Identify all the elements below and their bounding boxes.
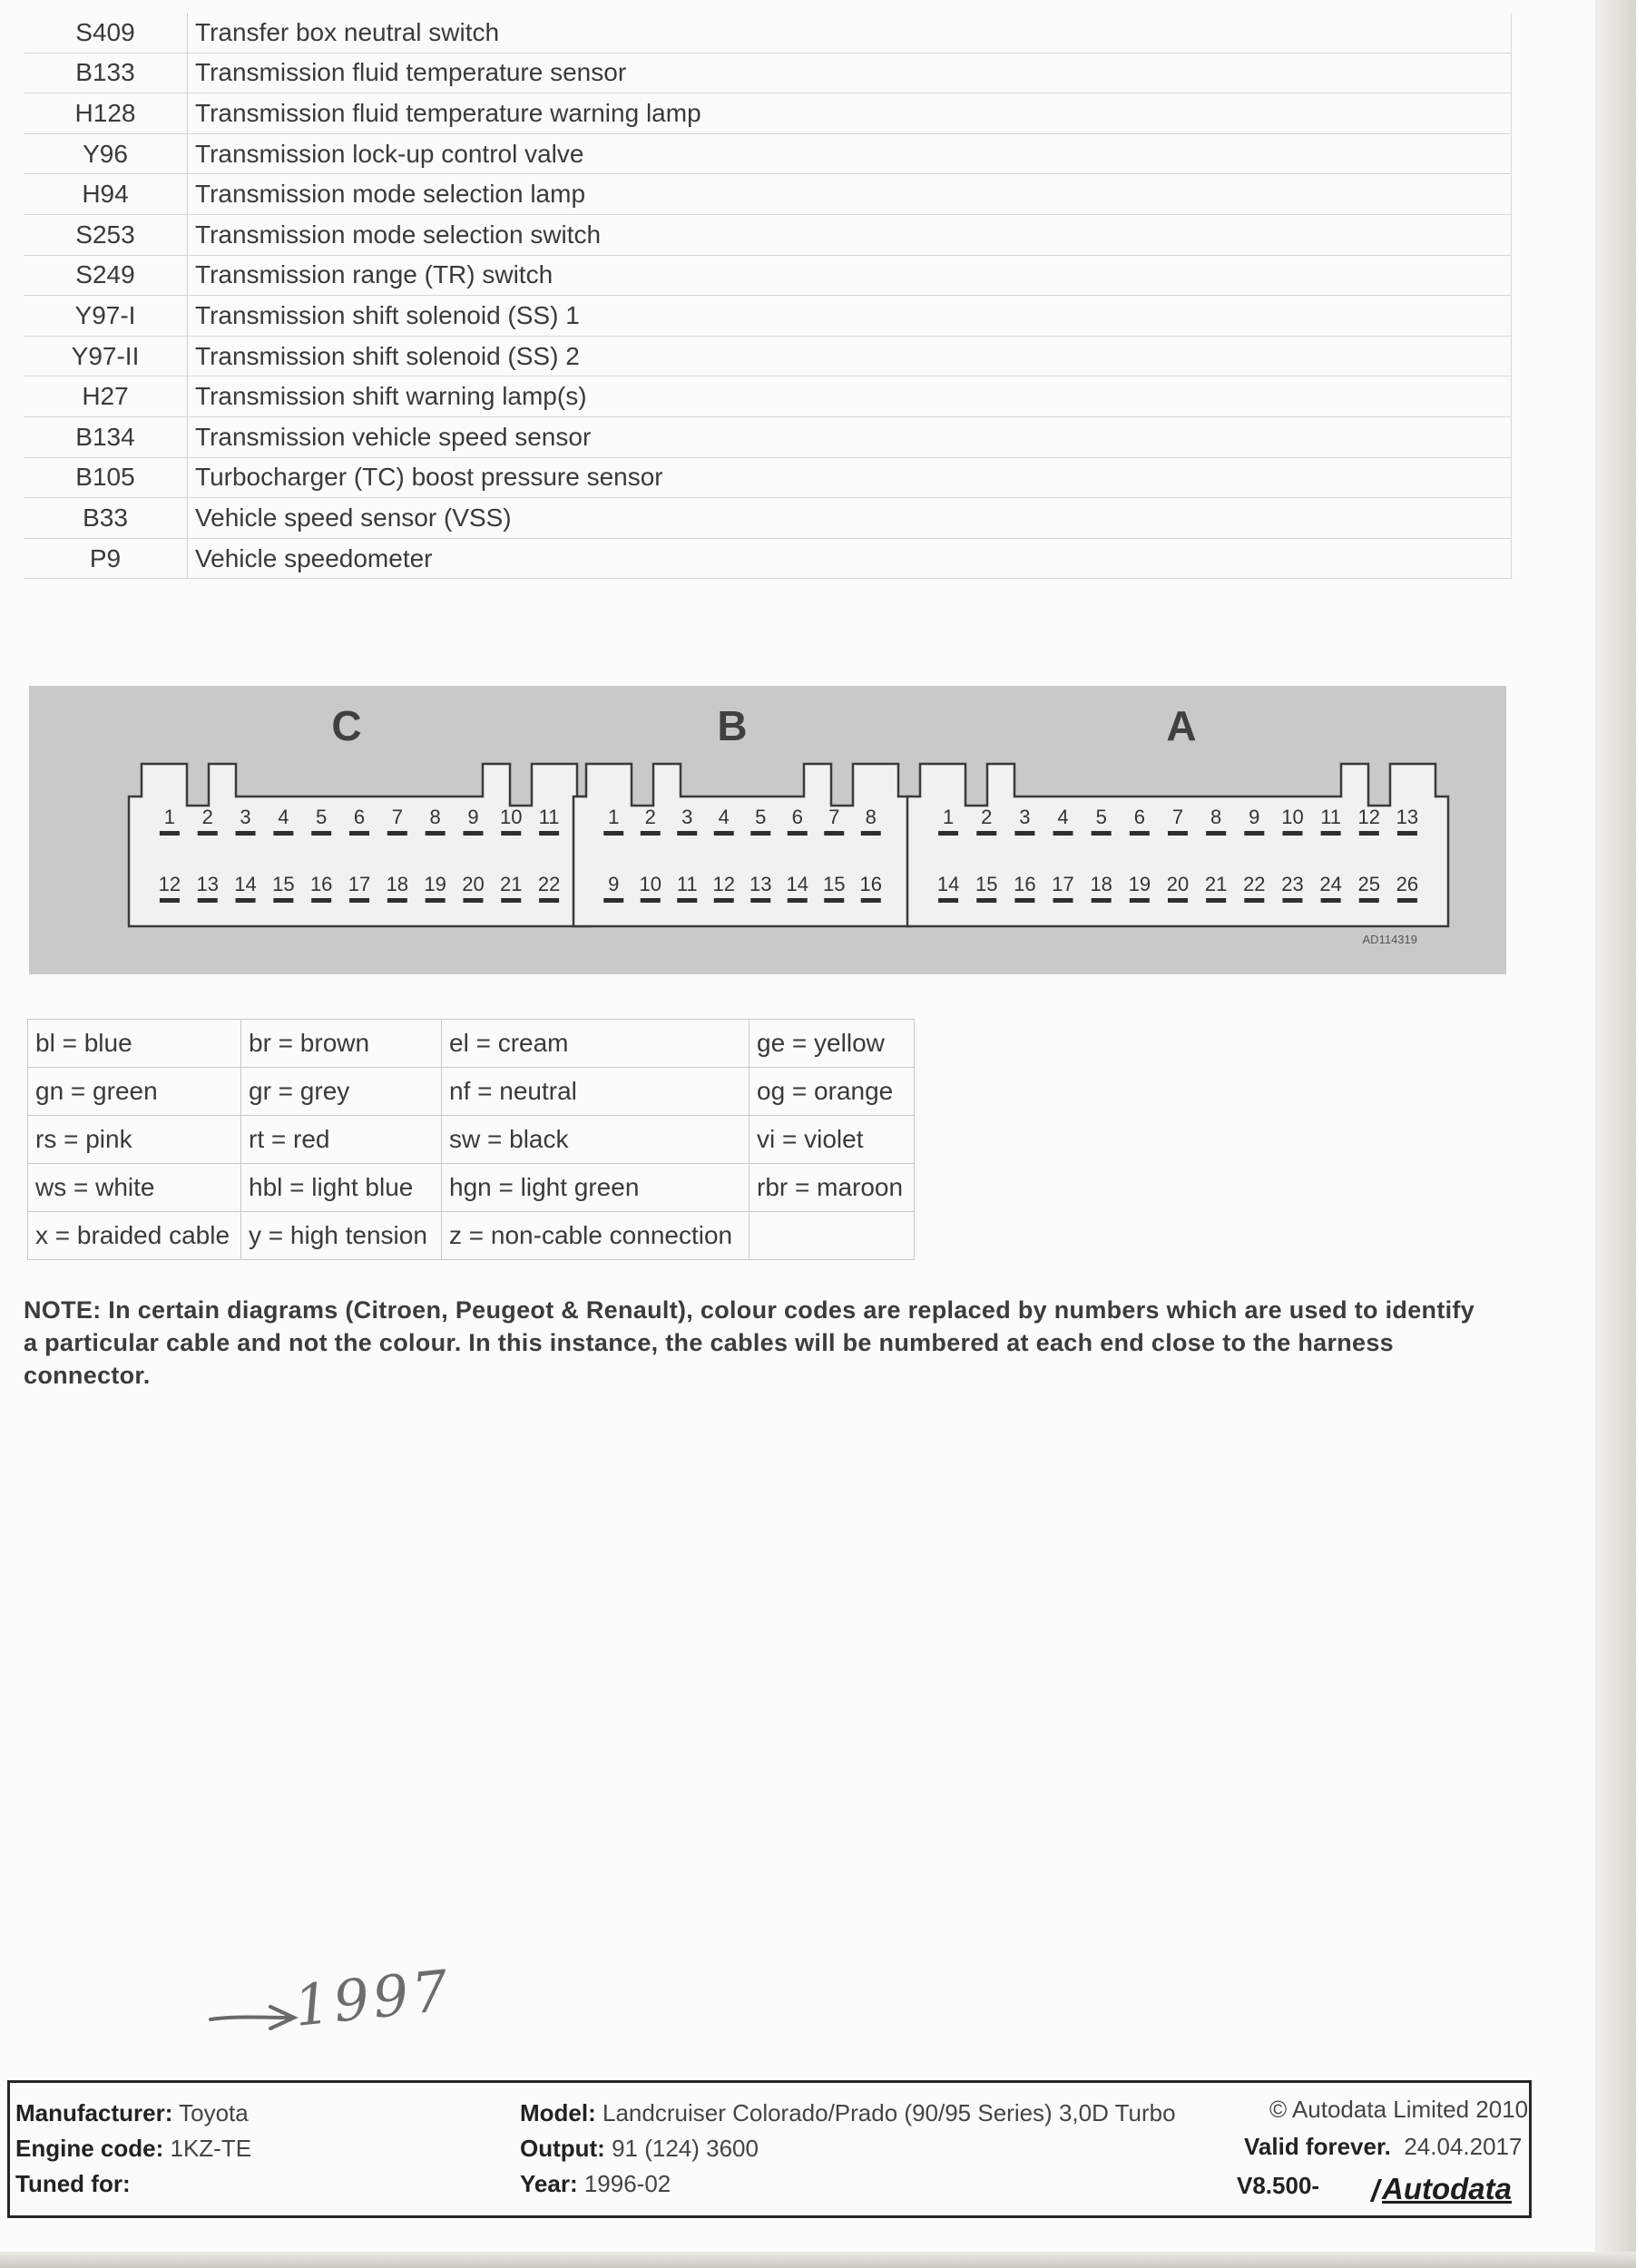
pin-terminal [714, 831, 734, 836]
pin-terminal [311, 831, 331, 836]
pin-number: 14 [786, 873, 808, 895]
colour-code-cell: y = high tension [241, 1212, 442, 1260]
colour-code-cell: rs = pink [28, 1116, 241, 1164]
pin-number: 8 [1210, 806, 1222, 828]
component-code: S249 [24, 255, 188, 296]
pin-number: 7 [391, 806, 403, 828]
pin-terminal [1321, 831, 1341, 836]
pin-number: 15 [272, 873, 295, 895]
validity-line [1244, 2133, 1522, 2161]
component-description: Transfer box neutral switch [188, 13, 1512, 53]
model-label: Model: [520, 2099, 596, 2126]
colour-code-row [28, 1164, 915, 1212]
pin-terminal [1168, 898, 1188, 903]
pin-number: 19 [424, 873, 446, 895]
pin-number: 2 [201, 806, 213, 828]
colour-code-cell: gr = grey [241, 1068, 442, 1116]
pin-terminal [311, 898, 331, 903]
pin-terminal [236, 831, 256, 836]
pin-number: 12 [158, 873, 181, 895]
diagram-code: AD114319 [1362, 933, 1417, 946]
colour-code-cell: gn = green [28, 1068, 241, 1116]
pin-terminal [641, 831, 661, 836]
pin-terminal [273, 898, 293, 903]
pin-number: 20 [462, 873, 485, 895]
pin-terminal [1014, 831, 1034, 836]
pin-number: 23 [1281, 873, 1304, 895]
pin-terminal [1130, 898, 1150, 903]
pin-number: 10 [639, 873, 661, 895]
note-text: NOTE: In certain diagrams (Citroen, Peugeot & Renault), colour codes are replaced by numbers which are used to identify a particular cable and not the colour. In this instance, the cables will be numbered at each end close to the harness connector. [24, 1296, 1475, 1389]
colour-code-cell: br = brown [241, 1020, 442, 1068]
colour-code-row [28, 1116, 915, 1164]
year-label: Year: [520, 2170, 578, 2197]
pin-terminal [501, 831, 521, 836]
pin-number: 14 [936, 873, 960, 895]
pin-number: 16 [1014, 873, 1036, 895]
component-description: Transmission fluid temperature sensor [188, 53, 1512, 93]
pin-number: 13 [1396, 806, 1419, 828]
component-row [24, 376, 1512, 417]
colour-code-cell: hbl = light blue [241, 1164, 442, 1212]
colour-code-row [28, 1068, 915, 1116]
component-row [24, 93, 1512, 134]
pin-number: 7 [828, 806, 840, 828]
pin-terminal [1282, 831, 1302, 836]
pin-number: 5 [316, 806, 328, 828]
pin-number: 3 [240, 806, 251, 828]
pin-number: 11 [676, 873, 698, 895]
component-description: Transmission shift solenoid (SS) 1 [188, 296, 1512, 337]
component-description: Transmission mode selection lamp [188, 174, 1512, 215]
pin-number: 8 [429, 806, 441, 828]
pin-number: 24 [1319, 873, 1342, 895]
pin-number: 11 [538, 806, 560, 828]
component-code: S253 [24, 214, 188, 255]
pin-number: 9 [1249, 806, 1260, 828]
colour-code-row [28, 1212, 915, 1260]
pin-number: 22 [1243, 873, 1266, 895]
component-description: Vehicle speedometer [188, 538, 1512, 579]
footer-vehicle-info [15, 2096, 251, 2202]
pin-terminal [463, 898, 483, 903]
pin-terminal [1397, 831, 1417, 836]
pin-number: 3 [1019, 806, 1031, 828]
valid-date: 24.04.2017 [1404, 2133, 1523, 2160]
pin-terminal [788, 898, 808, 903]
component-row [24, 53, 1512, 93]
output-value: 91 (124) 3600 [612, 2135, 759, 2162]
pin-number: 16 [309, 873, 333, 895]
pin-terminal [938, 831, 958, 836]
pin-terminal [198, 898, 218, 903]
component-code: B33 [24, 498, 188, 539]
pin-terminal [539, 831, 559, 836]
connector-label: B [717, 702, 748, 749]
component-description: Transmission mode selection switch [188, 214, 1512, 255]
component-code: P9 [24, 538, 188, 579]
colour-code-row [28, 1020, 915, 1068]
pin-terminal [1244, 898, 1264, 903]
component-row [24, 13, 1512, 53]
pin-terminal [426, 831, 446, 836]
component-code: H94 [24, 174, 188, 215]
pin-number: 2 [644, 806, 656, 828]
pin-number: 15 [975, 873, 998, 895]
component-code: B105 [24, 457, 188, 498]
colour-code-cell: bl = blue [28, 1020, 241, 1068]
component-code: Y97-II [24, 336, 188, 376]
component-code: Y96 [24, 133, 188, 174]
pin-terminal [349, 831, 369, 836]
pin-terminal [1092, 831, 1112, 836]
pin-number: 13 [749, 873, 772, 895]
pin-number: 18 [1090, 873, 1112, 895]
pin-terminal [603, 831, 623, 836]
pin-number: 6 [353, 806, 366, 828]
brand-logo: Autodata [1382, 2172, 1512, 2205]
colour-code-cell: x = braided cable [28, 1212, 241, 1260]
pin-terminal [236, 898, 256, 903]
pin-terminal [539, 898, 559, 903]
pin-terminal [1014, 898, 1034, 903]
colour-code-cell: vi = violet [749, 1116, 915, 1164]
pin-terminal [677, 831, 697, 836]
pin-number: 21 [1204, 873, 1228, 895]
pin-number: 9 [467, 806, 479, 828]
colour-code-cell: ws = white [28, 1164, 241, 1212]
pin-number: 17 [348, 873, 371, 895]
page-bottom-edge [0, 2252, 1636, 2268]
colour-code-cell: rbr = maroon [749, 1164, 915, 1212]
component-code: H128 [24, 93, 188, 134]
pin-terminal [861, 831, 881, 836]
component-row [24, 133, 1512, 174]
component-row [24, 336, 1512, 376]
pin-terminal [824, 898, 844, 903]
manufacturer-label: Manufacturer: [15, 2099, 173, 2126]
pin-number: 19 [1128, 873, 1151, 895]
version-text: V8.500- [1237, 2172, 1320, 2199]
output-label: Output: [520, 2135, 605, 2162]
component-description: Transmission lock-up control valve [188, 133, 1512, 174]
pin-number: 13 [196, 873, 219, 895]
pin-number: 2 [981, 806, 993, 828]
component-description: Transmission fluid temperature warning lamp [188, 93, 1512, 134]
connector-diagram [29, 686, 1506, 974]
pin-number: 20 [1166, 873, 1190, 895]
pin-number: 10 [1281, 806, 1304, 828]
pin-terminal [1321, 898, 1341, 903]
pin-number: 15 [823, 873, 846, 895]
pin-number: 5 [1095, 806, 1107, 828]
pin-number: 6 [791, 806, 803, 828]
connector-label: C [331, 702, 362, 749]
colour-code-cell: nf = neutral [442, 1068, 749, 1116]
pin-number: 9 [608, 873, 620, 895]
page-edge-shadow [1595, 0, 1636, 2268]
pin-terminal [976, 831, 996, 836]
component-description: Transmission shift warning lamp(s) [188, 376, 1512, 417]
pin-number: 1 [608, 806, 620, 828]
connector-label: A [1166, 702, 1197, 749]
pin-number: 1 [942, 806, 955, 828]
component-code: B133 [24, 53, 188, 93]
pin-terminal [1359, 831, 1379, 836]
component-row [24, 255, 1512, 296]
component-description: Transmission shift solenoid (SS) 2 [188, 336, 1512, 376]
pin-terminal [198, 831, 218, 836]
component-description: Transmission range (TR) switch [188, 255, 1512, 296]
component-row [24, 498, 1512, 539]
component-row [24, 538, 1512, 579]
component-code: B134 [24, 416, 188, 457]
colour-code-cell: ge = yellow [749, 1020, 915, 1068]
pin-terminal [1053, 831, 1073, 836]
colour-code-cell [749, 1212, 915, 1260]
model-value: Landcruiser Colorado/Prado (90/95 Series) 3,0D Turbo [602, 2099, 1176, 2126]
pin-number: 25 [1357, 873, 1381, 895]
pin-terminal [1206, 898, 1226, 903]
year-value: 1996-02 [583, 2170, 671, 2197]
pin-terminal [1359, 898, 1379, 903]
pin-terminal [714, 898, 734, 903]
manufacturer-value: Toyota [179, 2099, 249, 2126]
pin-terminal [501, 898, 521, 903]
pin-terminal [1168, 831, 1188, 836]
pin-number: 11 [1320, 806, 1342, 828]
component-row [24, 416, 1512, 457]
pin-terminal [1092, 898, 1112, 903]
connector-diagram-svg [29, 686, 1506, 974]
copyright-text: © Autodata Limited 2010 [1269, 2096, 1529, 2123]
component-description: Turbocharger (TC) boost pressure sensor [188, 457, 1512, 498]
pin-terminal [788, 831, 808, 836]
pin-terminal [824, 831, 844, 836]
pin-terminal [603, 898, 623, 903]
pin-number: 14 [234, 873, 257, 895]
pin-number: 3 [681, 806, 693, 828]
pin-terminal [273, 831, 293, 836]
pin-number: 4 [278, 806, 289, 828]
component-description: Transmission vehicle speed sensor [188, 416, 1512, 457]
pin-number: 6 [1133, 806, 1145, 828]
pin-number: 4 [1057, 806, 1069, 828]
colour-code-cell: og = orange [749, 1068, 915, 1116]
pin-terminal [349, 898, 369, 903]
valid-label: Valid forever. [1244, 2133, 1391, 2160]
pin-terminal [426, 898, 446, 903]
colour-code-cell: sw = black [442, 1116, 749, 1164]
engine-code-value: 1KZ-TE [170, 2135, 252, 2162]
pin-terminal [1244, 831, 1264, 836]
pin-number: 4 [718, 806, 730, 828]
component-code: H27 [24, 376, 188, 417]
pin-number: 7 [1171, 806, 1184, 828]
colour-code-cell: rt = red [241, 1116, 442, 1164]
pin-terminal [1130, 831, 1150, 836]
pin-terminal [1397, 898, 1417, 903]
pin-terminal [750, 898, 770, 903]
engine-code-label: Engine code: [15, 2135, 164, 2162]
pin-terminal [641, 898, 661, 903]
pin-terminal [160, 898, 180, 903]
colour-code-cell: hgn = light green [442, 1164, 749, 1212]
brand-logo-slash: / [1371, 2174, 1380, 2207]
pin-number: 5 [755, 806, 767, 828]
footer-model-info [520, 2096, 1176, 2202]
component-code: S409 [24, 13, 188, 53]
colour-code-table [27, 1019, 915, 1260]
component-row [24, 296, 1512, 337]
pin-number: 18 [386, 873, 409, 895]
component-row [24, 457, 1512, 498]
pin-terminal [976, 898, 996, 903]
pin-terminal [1282, 898, 1302, 903]
pin-number: 8 [865, 806, 877, 828]
pin-number: 17 [1052, 873, 1074, 895]
pin-terminal [677, 898, 697, 903]
component-code: Y97-I [24, 296, 188, 337]
pin-number: 12 [712, 873, 735, 895]
pin-terminal [463, 831, 483, 836]
tuned-for-label: Tuned for: [15, 2170, 131, 2197]
handwritten-annotation [207, 1957, 461, 2043]
colour-code-cell: z = non-cable connection [442, 1212, 749, 1260]
component-row [24, 174, 1512, 215]
pin-terminal [938, 898, 958, 903]
pin-terminal [1206, 831, 1226, 836]
component-description: Vehicle speed sensor (VSS) [188, 498, 1512, 539]
pin-number: 10 [500, 806, 523, 828]
colour-code-cell: el = cream [442, 1020, 749, 1068]
handwritten-year: 1997 [290, 1957, 456, 2039]
component-row [24, 214, 1512, 255]
pin-terminal [160, 831, 180, 836]
pin-number: 12 [1357, 806, 1381, 828]
pin-number: 26 [1396, 873, 1419, 895]
pin-terminal [387, 831, 407, 836]
pin-number: 22 [537, 873, 561, 895]
pin-terminal [861, 898, 881, 903]
footer-info-box [7, 2080, 1532, 2218]
pin-number: 21 [500, 873, 523, 895]
pin-terminal [750, 831, 770, 836]
component-list [24, 13, 1512, 579]
pin-number: 1 [163, 806, 176, 828]
pin-terminal [387, 898, 407, 903]
pin-terminal [1053, 898, 1073, 903]
pin-number: 16 [859, 873, 882, 895]
handwritten-arrow-icon [207, 1990, 307, 2045]
